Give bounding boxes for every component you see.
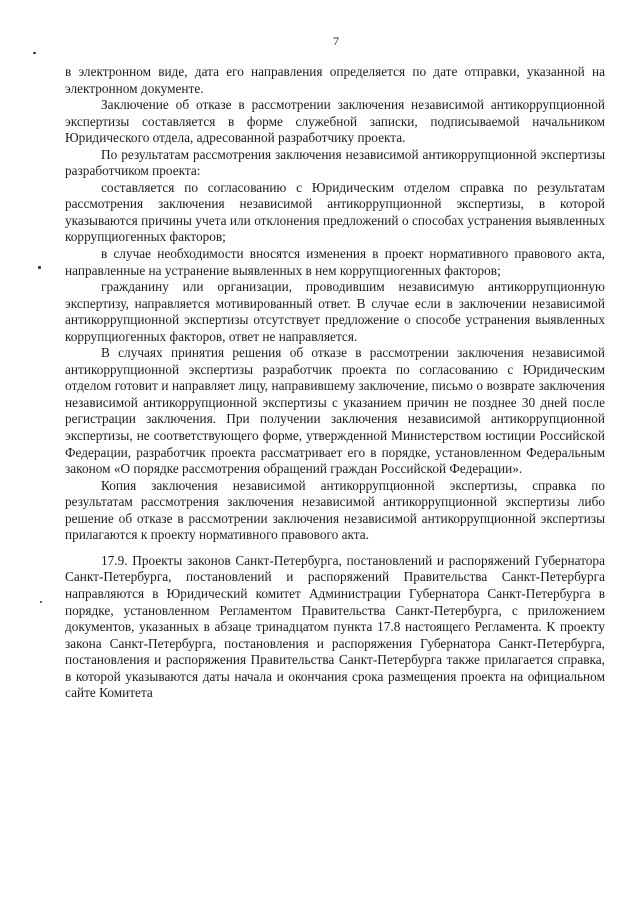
- paragraph: 17.9. Проекты законов Санкт-Петербурга, постановлений и распоряжений Губернатора Санкт-Петербурга, постановлений и распоряжений Правительства Санкт-Петербурга направляются в Юридический комитет Администрации Губернатора Санкт-Петербурга в порядке, установленном Регламентом Правительства Санкт-Петербурга, с приложением документов, указанных в абзаце тринадцатом пункта 17.8 настоящего Регламента. К проекту закона Санкт-Петербурга, постановления и распоряжения Губернатора Санкт-Петербурга, постановления и распоряжения Правительства Санкт-Петербурга также прилагается справка, в которой указываются даты начала и окончания срока размещения проекта на официальном сайте Комитета: [65, 552, 605, 701]
- page-number: 7: [333, 34, 339, 48]
- scan-speck: [33, 52, 36, 54]
- paragraph: гражданину или организации, проводившим независимую антикоррупционную экспертизу, направляется мотивированный ответ. В случае если в заключении независимой антикоррупционной экспертизы отсутствует предложение о способе устранения выявленных коррупциогенных факторов, ответ не направляется.: [65, 279, 605, 344]
- scan-speck: [40, 601, 42, 603]
- document-body: [65, 64, 605, 702]
- paragraph: По результатам рассмотрения заключения независимой антикоррупционной экспертизы разработчиком проекта:: [65, 146, 605, 179]
- paragraph: В случаях принятия решения об отказе в рассмотрении заключения независимой антикоррупционной экспертизы разработчик проекта по согласованию с Юридическим отделом готовит и направляет лицу, направившему заключение, письмо о возврате заключения независимой антикоррупционной экспертизы с указанием причин не позднее 30 дней после регистрации заключения. При получении заключения независимой антикоррупционной экспертизы, не соответствующего форме, утвержденной Министерством юстиции Российской Федерации, разработчик проекта рассматривает его в порядке, установленном Федеральным законом «О порядке рассмотрения обращений граждан Российской Федерации».: [65, 345, 605, 477]
- scan-speck: [38, 266, 41, 269]
- paragraph: составляется по согласованию с Юридическим отделом справка по результатам рассмотрения заключения независимой антикоррупционной экспертизы, в которой указываются причины учета или отклонения предложений о способах устранения выявленных коррупциогенных факторов;: [65, 179, 605, 245]
- paragraph: в случае необходимости вносятся изменения в проект нормативного правового акта, направленные на устранение выявленных в нем коррупциогенных факторов;: [65, 246, 605, 278]
- paragraph: Заключение об отказе в рассмотрении заключения независимой антикоррупционной экспертизы составляется в форме служебной записки, подписываемой начальником Юридического отдела, адресованной разработчику проекта.: [65, 97, 605, 146]
- paragraph: Копия заключения независимой антикоррупционной экспертизы, справка по результатам рассмотрения заключения независимой антикоррупционной экспертизы либо решение об отказе в рассмотрении заключения независимой антикоррупционной экспертизы прилагаются к проекту нормативного правового акта.: [65, 477, 605, 543]
- paragraph: в электронном виде, дата его направления определяется по дате отправки, указанной на электронном документе.: [65, 64, 605, 96]
